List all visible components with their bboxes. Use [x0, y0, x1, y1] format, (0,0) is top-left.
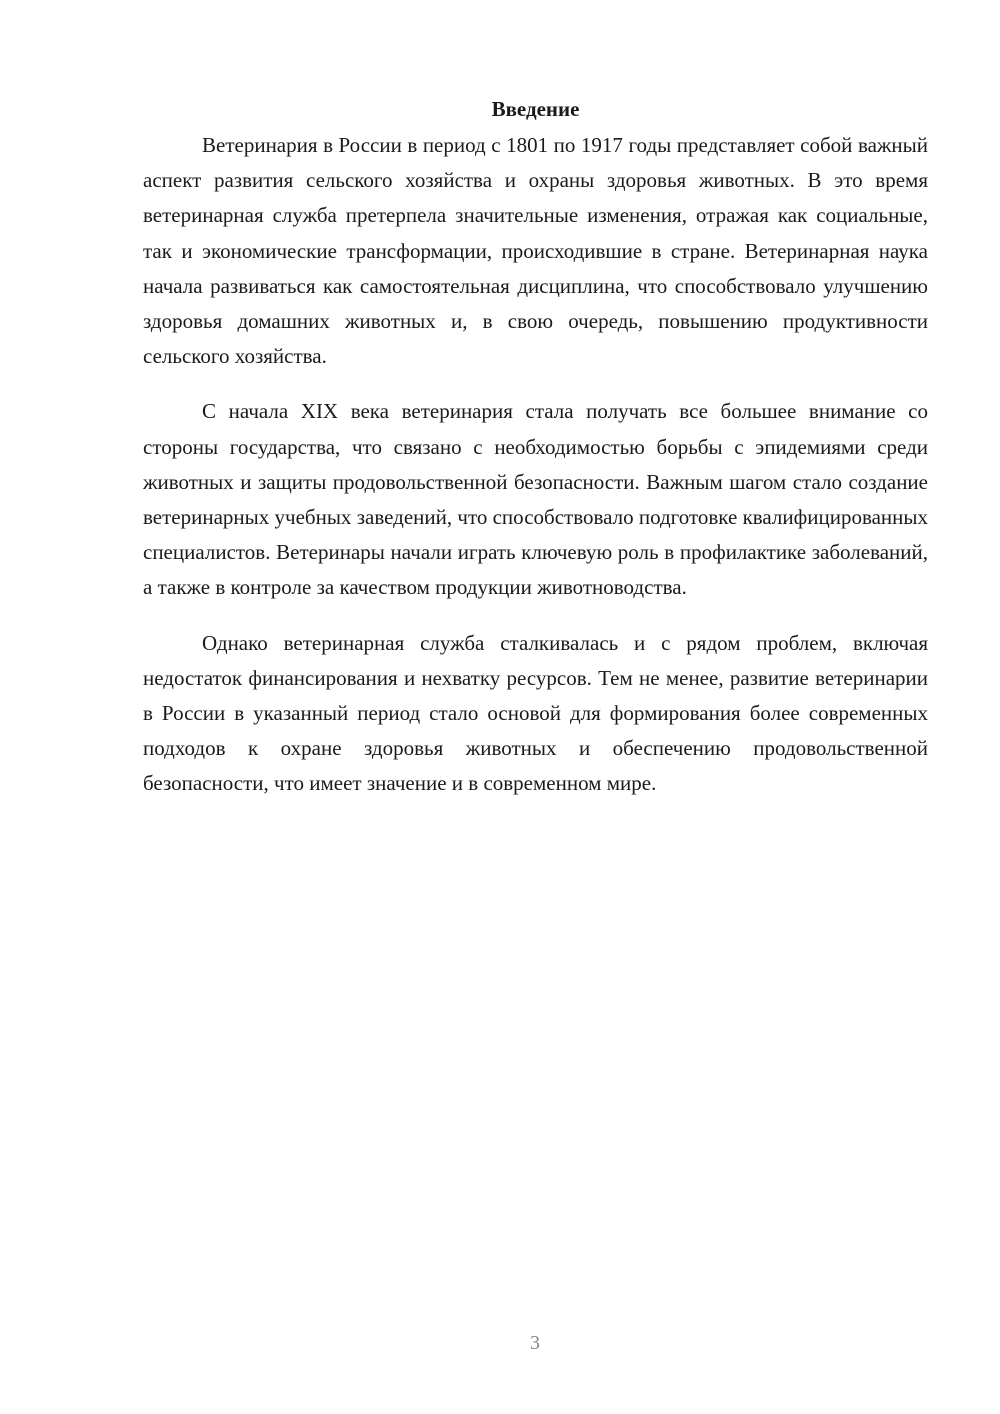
section-title: Введение: [491, 97, 580, 121]
page-content: [143, 92, 928, 802]
paragraph-3: Однако ветеринарная служба сталкивалась и с рядом проблем, включая недостаток финансирования и нехватку ресурсов. Тем не менее, развитие ветеринарии в России в указанный период стало основой для формирования более современных подходов к охране здоровья животных и обеспечению продовольственной безопасности, что имеет значение и в современном мире.: [143, 630, 928, 796]
paragraph-2: С начала XIX века ветеринария стала получать все большее внимание со стороны государства, что связано с необходимостью борьбы с эпидемиями среди животных и защиты продовольственной безопасности. Важным шагом стало создание ветеринарных учебных заведений, что способствовало подготовке квалифицированных специалистов. Ветеринары начали играть ключевую роль в профилактике заболеваний, а также в контроле за качеством продукции животноводства.: [143, 399, 928, 600]
page-number: 3: [530, 1332, 540, 1354]
paragraph-1: Ветеринария в России в период с 1801 по 1917 годы представляет собой важный аспект развития сельского хозяйства и охраны здоровья животных. В это время ветеринарная служба претерпела значительные изменения, отражая как социальные, так и экономические трансформации, происходившие в стране. Ветеринарная наука начала развиваться как самостоятельная дисциплина, что способствовало улучшению здоровья домашних животных и, в свою очередь, повышению продуктивности сельского хозяйства.: [143, 133, 928, 369]
